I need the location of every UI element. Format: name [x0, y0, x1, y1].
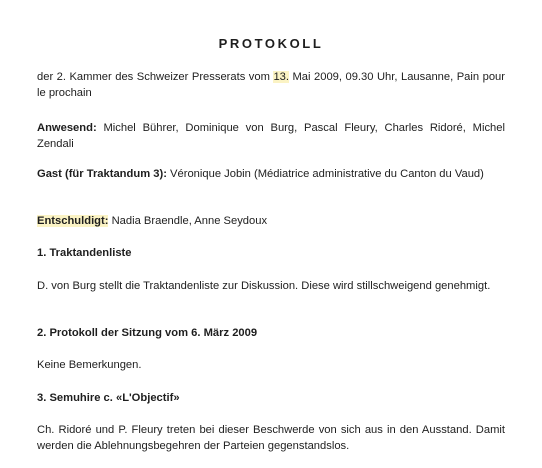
- intro-text-start: der 2. Kammer des Schweizer Presserats vom: [37, 71, 274, 83]
- section-body-complaint: Ch. Ridoré und P. Fleury treten bei dieser Beschwerde von sich aus in den Ausstand. Damit werden die Ablehnungsbegehren der Parteien gegenstandslos.: [37, 424, 505, 452]
- excused-names: Nadia Braendle, Anne Seydoux: [108, 215, 268, 227]
- guest-paragraph: [37, 167, 505, 183]
- document-title: PROTOKOLL: [218, 36, 324, 51]
- excused-paragraph: [37, 214, 505, 230]
- section-body-agenda: D. von Burg stellt die Traktandenliste zur Diskussion. Diese wird stillschweigend genehmigt.: [37, 280, 491, 292]
- section-heading-minutes: 2. Protokoll der Sitzung vom 6. März 2009: [37, 327, 258, 339]
- guest-label: Gast (für Traktandum 3):: [37, 168, 167, 180]
- present-paragraph: [37, 121, 505, 152]
- section-body-minutes: Keine Bemerkungen.: [37, 359, 142, 371]
- intro-date-highlight: 13.: [273, 71, 289, 83]
- intro-paragraph: [37, 70, 505, 101]
- excused-label: Entschuldigt:: [37, 215, 109, 227]
- guest-text: Véronique Jobin (Médiatrice administrative du Canton du Vaud): [166, 168, 484, 180]
- intro-text-end: Mai 2009, 09.30 Uhr, Lausanne, Pain pour le prochain: [37, 71, 505, 99]
- present-label: Anwesend:: [37, 122, 97, 134]
- section-heading-agenda: 1. Traktandenliste: [37, 247, 132, 259]
- section-heading-complaint: 3. Semuhire c. «L'Objectif»: [37, 392, 180, 404]
- present-names: Michel Bührer, Dominique von Burg, Pascal Fleury, Charles Ridoré, Michel Zendali: [37, 122, 505, 150]
